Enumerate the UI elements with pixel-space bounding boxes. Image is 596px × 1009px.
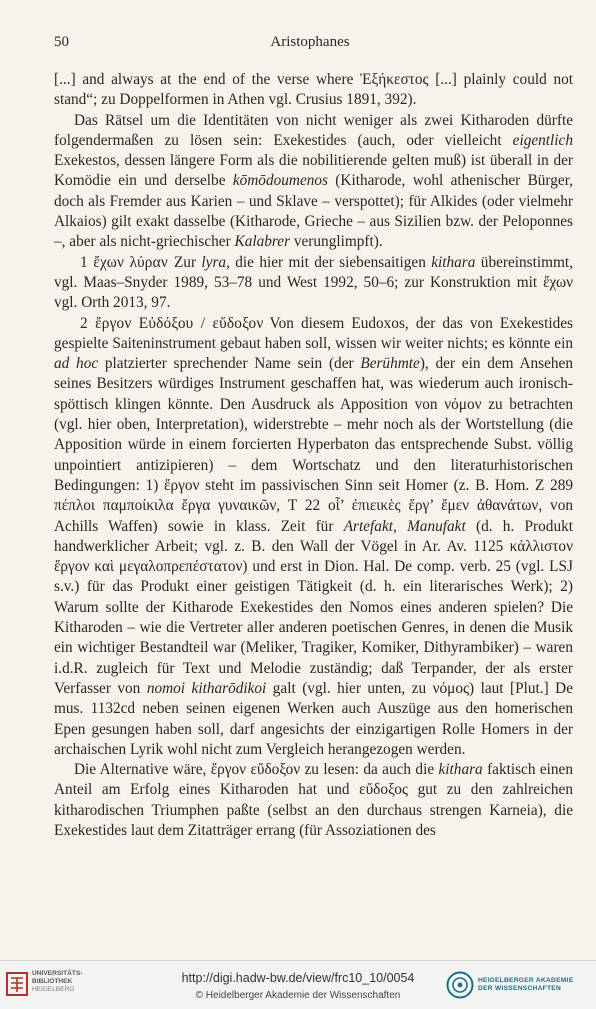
paragraph-identity: Das Rätsel um die Identitäten von nicht weniger als zwei Kitharoden dürfte folgendermaßen zu lösen sein: Exekestides (auch, oder vielleicht eigentlich Exekestos, dessen längere Form als die nobilitierende gelten muß) ist überall in der Komödie ein und derselbe kōmōdoumenos (Kitharode, wohl athenischer Bürger, doch als Fremder aus Karien – und Sklave – verspottet); für Alkides (oder vielmehr Alkaios) gilt exakt dasselbe (Kitharode, Grieche – aus Sizilien bzw. der Peloponnes –, aber als nicht-griechischer Kalabrer verunglimpft). [54,111,573,251]
paragraph-alternative: Die Alternative wäre, ἔργον εὔδοξον zu lesen: da auch die kithara faktisch einen Anteil am Erfolg eines Kitharoden hat und εὔδοξος gut zu den zahlreichen kitharodischen Triumphen paßte (selbst an den durchaus strengen Karneia), die Exekestides laut dem Zitatträger errang (für Assoziationen des [54,761,573,839]
lemma-2: 2 ἔργον Εὐδόξου / εὔδοξον [80,314,264,332]
page-header [54,34,566,54]
running-title: Aristophanes [270,34,350,50]
main-text [54,70,573,841]
commentary-entry-2: 2 ἔργον Εὐδόξου / εὔδοξον Von diesem Eudoxos, der das von Exekestides gespielte Saiteninstrument gebaut haben soll, wissen wir weiter nichts; es könnte ein ad hoc platzierter sprechender Name sein (der Berühmte), der ein dem Ansehen seines Besitzers würdiges Instrument geschaffen hat, was wiederum auch ironisch-spöttisch klingen könnte. Den Ausdruck als Apposition von νόμον zu betrachten (vgl. hier oben, Interpretation), widerstrebte – mehr noch als der Wortstellung (die Apposition würde in einem forcierten Hyperbaton das entsprechende Subst. völlig unpointiert antizipieren) – dem Wortschatz und den literaturhistorischen Bedingungen: 1) ἔργον steht im passivischen Sinn seit Homer (z. B. Hom. Z 289 πέπλοι παμποίκιλα ἔργα γυναικῶν, T 22 οἷ’ ἐπιεικὲς ἔργ’ ἔμεν ἀθανάτων, von Achills Waffen) sowie in klass. Zeit für Artefakt, Manufakt (d. h. Produkt handwerklicher Arbeit; vgl. z. B. den Wall der Vögel in Ar. Av. 1125 κάλλιστον ἔργον καὶ μεγαλοπρεπέστατον) und erst in Dion. Hal. De comp. verb. 25 (vgl. LSJ s.v.) für das Produkt einer geistigen Tätigkeit (d. h. ein literarisches Werk); 2) Warum sollte der Kitharode Exekestides den Nomos eines anderen spielen? Die Kitharoden – wie die Vertreter aller anderen poetischen Genres, in denen die Musik ein wichtiger Bestandteil war (Meliker, Tragiker, Komiker, Dithyrambiker) – waren i.d.R. zugleich für Text und Melodie zuständig; daß Terpander, der als erster Verfasser von nomoi kitharōdikoi galt (vgl. hier unten, zu νόμος) laut [Plut.] De mus. 1132cd neben seinen eigenen Werken auch Auszüge aus den homerischen Epen gesungen haben soll, darf angesichts der einzigartigen Rolle Homers in der archaischen Lyrik wohl nicht zum Vergleich herangezogen werden. [54,314,574,758]
page-number: 50 [54,34,69,50]
commentary-entry-1: 1 ἔχων λύραν Zur lyra, die hier mit der siebensaitigen kithara übereinstimmt, vgl. Maas–Snyder 1989, 53–78 und West 1992, 50–6; zur Konstruktion mit ἔχων vgl. Orth 2013, 97. [54,253,573,312]
academy-logo-text: HEIDELBERGER AKADEMIE DER WISSENSCHAFTEN [478,977,574,993]
academy-logo[interactable] [446,971,586,1001]
library-logo-text: UNIVERSITÄTS- BIBLIOTHEK HEIDELBERG [32,970,83,994]
academy-seal-icon [446,971,474,999]
paragraph-continuation: [...] and always at the end of the verse where Ἐξήκεστος [...] plainly could not stand“; zu Doppelformen in Athen vgl. Crusius 1891, 392). [54,71,573,109]
permalink-url[interactable]: http://digi.hadw-bw.de/view/frc10_10/0054 [181,971,415,985]
viewer-footer [0,960,596,1009]
lemma-1: 1 ἔχων λύραν [80,253,168,271]
copyright-notice: © Heidelberger Akademie der Wissenschaften [195,990,401,1001]
